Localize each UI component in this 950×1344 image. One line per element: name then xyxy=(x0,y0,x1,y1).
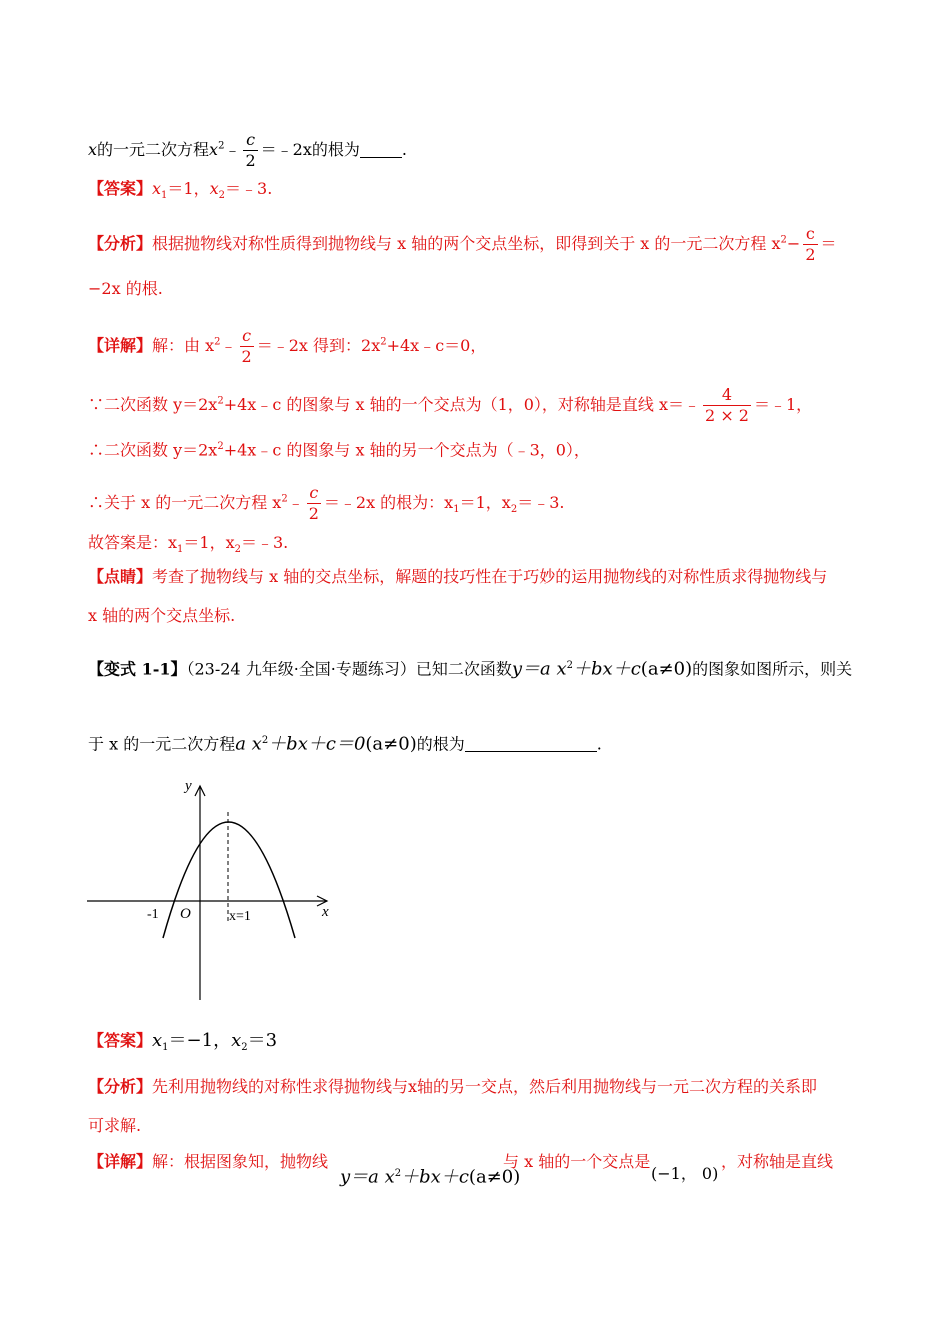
value: ＝3 xyxy=(247,1030,278,1051)
sup: 2 xyxy=(566,660,574,671)
fraction xyxy=(703,385,751,426)
detail-line xyxy=(88,532,288,561)
text: ∴二次函数 y＝2x xyxy=(88,440,218,460)
sub: 2 xyxy=(234,544,241,556)
symmetry-label: x=1 xyxy=(229,909,251,924)
text: ＝﹣1， xyxy=(753,395,813,414)
comment-line-2: x 轴的两个交点坐标. xyxy=(88,606,236,625)
variant-line-2 xyxy=(88,730,602,755)
numerator: c xyxy=(240,326,254,347)
value: ＝−1， xyxy=(168,1030,232,1051)
text: ∵二次函数 y＝2x xyxy=(88,395,218,414)
text: ＝﹣3. xyxy=(241,533,289,552)
neg-one-label: -1 xyxy=(147,907,159,922)
value: ＝1， xyxy=(167,179,210,198)
sup: 2 xyxy=(281,493,288,505)
eq-right: ＝﹣2x xyxy=(260,140,312,159)
analysis-line-b xyxy=(88,1076,817,1098)
numerator: c xyxy=(803,224,817,245)
detail-line xyxy=(88,436,590,461)
detail-mid: 与 x 轴的一个交点是 xyxy=(503,1152,651,1171)
text: ＝﹣2x 的根为：x xyxy=(323,493,454,512)
text: ＝﹣2x 得到：2x xyxy=(256,336,381,355)
fraction xyxy=(803,224,817,265)
fraction xyxy=(307,483,321,524)
var: x xyxy=(231,1030,242,1051)
func: y＝a x xyxy=(340,1166,395,1188)
denominator: 2 xyxy=(245,151,256,170)
text: 的根为 xyxy=(311,140,360,159)
minus: ﹣ xyxy=(220,336,237,355)
value: ＝﹣3. xyxy=(225,179,273,198)
eq-left: x xyxy=(209,140,219,159)
text: 故答案是：x xyxy=(88,533,178,552)
func: ＋bx＋c xyxy=(573,658,641,680)
answer-tag: 【答案】 xyxy=(88,179,153,198)
answer-tag: 【答案】 xyxy=(88,1031,153,1050)
fraction xyxy=(240,326,254,367)
text: ＝﹣3. xyxy=(517,493,565,512)
text: 解：由 x xyxy=(152,336,215,355)
analysis-line-b2: 可求解. xyxy=(88,1116,142,1135)
sup: 2 xyxy=(214,336,221,348)
sub: 2 xyxy=(218,190,226,202)
detail-line xyxy=(88,326,486,367)
comment-line xyxy=(88,566,827,588)
text: +4x﹣c 的图象与 x 轴的另一个交点为（﹣3，0）， xyxy=(223,440,590,460)
detail-formula xyxy=(340,1163,520,1188)
period: . xyxy=(401,140,407,159)
variant-tag: 【变式 1-1】 xyxy=(88,659,187,679)
origin-label: O xyxy=(180,906,191,922)
sub: 1 xyxy=(177,544,184,556)
var: x xyxy=(209,179,219,198)
text: 先利用抛物线的对称性求得抛物线与x轴的另一交点，然后利用抛物线与一元二次方程的关系即 xyxy=(152,1077,818,1096)
comment-tag: 【点睛】 xyxy=(88,567,153,586)
denominator: 2 xyxy=(308,504,319,523)
parabola-graph xyxy=(85,770,345,1005)
minus: − xyxy=(786,234,801,253)
denominator: 2 xyxy=(805,245,816,264)
text: ＝1，x xyxy=(183,533,235,552)
text: 的一元二次方程 xyxy=(97,140,210,159)
sup: 2 xyxy=(217,395,224,407)
sup: 2 xyxy=(261,735,269,746)
detail-line xyxy=(88,385,812,426)
detail-line xyxy=(88,483,564,524)
text: ∴关于 x 的一元二次方程 x xyxy=(88,493,282,512)
sub: 1 xyxy=(162,1042,169,1054)
detail-tag: 【详解】 xyxy=(88,1152,153,1171)
var-x: x xyxy=(88,140,98,159)
minus: ﹣ xyxy=(224,140,241,159)
numerator: c xyxy=(307,483,321,504)
analysis-tag: 【分析】 xyxy=(88,1077,153,1096)
sup: 2 xyxy=(217,441,224,452)
numerator: 4 xyxy=(703,385,751,406)
fraction xyxy=(243,130,257,171)
sub: 2 xyxy=(510,504,518,516)
period: . xyxy=(596,734,602,754)
analysis-line xyxy=(88,224,837,265)
func: ＋bx＋c xyxy=(401,1166,469,1188)
text: +4x﹣c 的图象与 x 轴的一个交点为（1，0），对称轴是直线 x＝﹣ xyxy=(223,395,701,414)
x-label: x xyxy=(322,904,329,920)
problem-line: x的一元二次方程$x^2﹣$ $\frac{c}{2}$ ＝﹣2x的根为 . xyxy=(88,130,407,170)
answer-blank xyxy=(465,735,597,752)
y-label: y xyxy=(185,778,192,794)
sub: 1 xyxy=(161,190,168,202)
answer-line xyxy=(88,178,272,207)
equation: a x xyxy=(235,733,262,755)
text: （23-24 九年级·全国·专题练习）已知二次函数 xyxy=(186,659,512,679)
text: 于 x 的一元二次方程 xyxy=(88,734,236,754)
sup: 2 xyxy=(780,234,787,246)
analysis-line-2: −2x 的根. xyxy=(88,279,163,298)
detail-line-b xyxy=(88,1151,328,1173)
analysis-text: 根据抛物线对称性质得到抛物线与 x 轴的两个交点坐标，即得到关于 x 的一元二次方程 x xyxy=(152,234,781,253)
var: x xyxy=(152,179,162,198)
func: y＝a x xyxy=(511,658,567,680)
sup: 2 xyxy=(380,336,387,348)
text: 的根为 xyxy=(416,734,465,754)
minus: ﹣ xyxy=(287,493,304,512)
condition: (a≠0) xyxy=(640,658,693,680)
sub: 1 xyxy=(453,504,460,516)
detail-tail: ，对称轴是直线 xyxy=(721,1152,834,1171)
equation: ＋bx＋c＝0 xyxy=(268,733,366,755)
text: +4x﹣c＝0， xyxy=(386,336,487,355)
sub: 2 xyxy=(241,1042,248,1054)
text: ＝1，x xyxy=(459,493,511,512)
condition: (a≠0) xyxy=(365,733,417,755)
variant-line xyxy=(88,655,852,680)
analysis-tag: 【分析】 xyxy=(88,234,153,253)
condition: (a≠0) xyxy=(468,1166,521,1188)
text: 的图象如图所示，则关 xyxy=(692,659,853,679)
eq: ＝ xyxy=(820,234,837,253)
sup: 2 xyxy=(394,1168,402,1179)
denominator: 2 xyxy=(241,347,252,366)
var: x xyxy=(152,1030,163,1051)
detail-tag: 【详解】 xyxy=(88,336,153,355)
denominator: 2 × 2 xyxy=(705,406,749,425)
numerator: c xyxy=(243,130,257,151)
text: 解：根据图象知，抛物线 xyxy=(152,1152,329,1171)
detail-point: (−1， 0) xyxy=(651,1164,719,1183)
answer-line-2 xyxy=(88,1030,277,1059)
text: 考查了抛物线与 x 轴的交点坐标，解题的技巧性在于巧妙的运用抛物线的对称性质求得抛物线与 xyxy=(152,567,828,586)
answer-blank xyxy=(360,141,402,158)
